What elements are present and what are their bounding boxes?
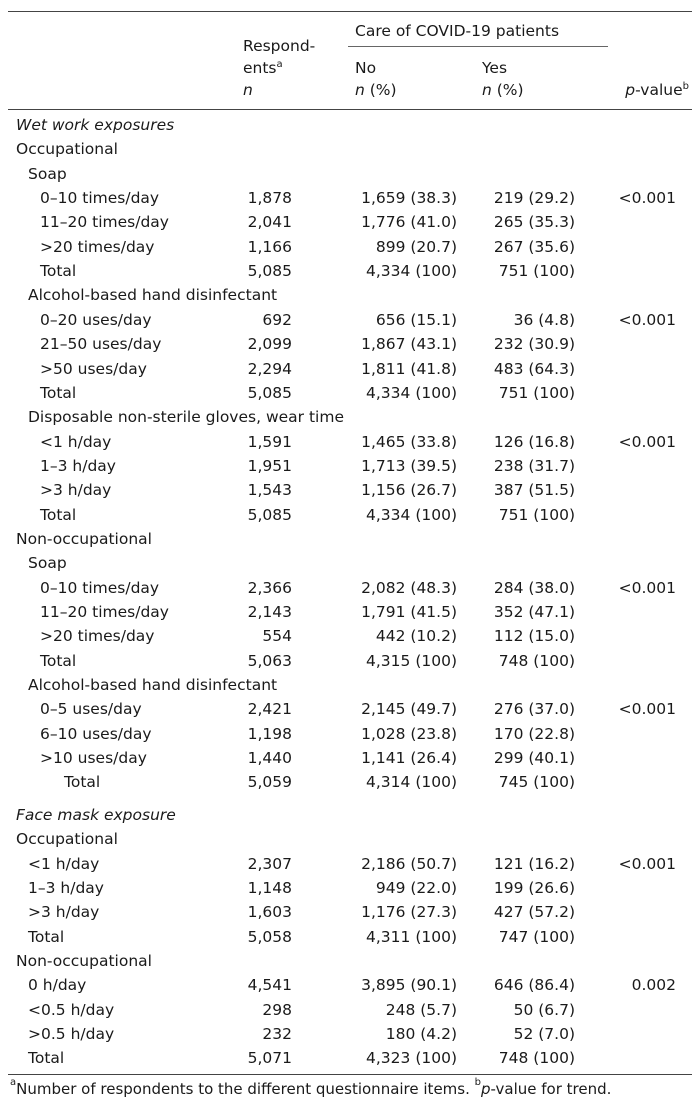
table-row — [0, 723, 700, 747]
row-label: Total — [40, 651, 77, 670]
table-footnote: $^a$Number of respondents to the different questionnaire items. $^b$p-value for trend. — [10, 1077, 612, 1098]
cell-respondents-n: 4,541 — [247, 976, 292, 995]
cell-respondents-n: 1,603 — [247, 903, 292, 922]
table-row — [0, 187, 700, 211]
cell-no-n-pct: 4,334 (100) — [366, 262, 457, 281]
cell-respondents-n: 5,071 — [247, 1049, 292, 1068]
cell-no-n-pct: 949 (22.0) — [375, 878, 457, 897]
row-label: Face mask exposure — [16, 805, 176, 824]
table-row — [0, 236, 700, 260]
table-row — [0, 901, 700, 925]
row-label: 0–10 times/day — [40, 578, 160, 597]
header-respondents-n: n — [243, 81, 253, 99]
cell-yes-n-pct: 747 (100) — [498, 927, 575, 946]
cell-p-value: <0.001 — [618, 189, 676, 208]
row-label: 1–3 h/day — [28, 878, 104, 897]
header-span-rule — [348, 46, 608, 47]
cell-yes-n-pct: 352 (47.1) — [493, 603, 575, 621]
cell-yes-n-pct: 483 (64.3) — [493, 359, 575, 378]
header-no-n: n (%) — [355, 81, 397, 99]
cell-no-n-pct: 1,659 (38.3) — [361, 189, 457, 208]
cell-respondents-n: 2,421 — [247, 700, 292, 719]
cell-yes-n-pct: 646 (86.4) — [493, 976, 575, 995]
table-row — [0, 309, 700, 333]
row-label: 11–20 times/day — [40, 213, 169, 232]
cell-respondents-n: 1,878 — [247, 189, 292, 208]
cell-yes-n-pct: 276 (37.0) — [493, 700, 575, 719]
row-label: Occupational — [16, 830, 118, 849]
table-row — [0, 999, 700, 1023]
cell-respondents-n: 5,063 — [247, 651, 292, 670]
cell-respondents-n: 2,041 — [247, 213, 292, 232]
cell-no-n-pct: 1,791 (41.5) — [361, 603, 457, 621]
table-row — [0, 601, 700, 625]
cell-yes-n-pct: 751 (100) — [498, 383, 575, 402]
cell-no-n-pct: 1,141 (26.4) — [361, 749, 457, 768]
cell-yes-n-pct: 199 (26.6) — [493, 878, 575, 897]
cell-no-n-pct: 3,895 (90.1) — [361, 976, 457, 995]
table-row — [0, 333, 700, 357]
table-row — [0, 926, 700, 950]
row-label: Alcohol-based hand disinfectant — [28, 286, 278, 305]
row-label: 21–50 uses/day — [40, 335, 162, 354]
table-row — [0, 698, 700, 722]
cell-respondents-n: 1,198 — [247, 724, 292, 743]
cell-yes-n-pct: 387 (51.5) — [493, 481, 575, 500]
table-row — [0, 284, 700, 308]
cell-no-n-pct: 1,028 (23.8) — [361, 724, 457, 743]
table-row — [0, 1023, 700, 1047]
cell-p-value: <0.001 — [618, 700, 676, 719]
cell-respondents-n: 1,591 — [247, 432, 292, 451]
cell-respondents-n: 232 — [262, 1024, 292, 1043]
cell-yes-n-pct: 745 (100) — [498, 773, 575, 792]
cell-yes-n-pct: 748 (100) — [498, 651, 575, 670]
table-row — [0, 804, 700, 828]
cell-no-n-pct: 656 (15.1) — [375, 310, 457, 329]
table-row — [0, 650, 700, 674]
table-row — [0, 114, 700, 138]
cell-yes-n-pct: 232 (30.9) — [493, 335, 575, 354]
table-row — [0, 504, 700, 528]
cell-yes-n-pct: 52 (7.0) — [513, 1024, 575, 1043]
row-label: Total — [40, 505, 77, 524]
table-row — [0, 853, 700, 877]
cell-respondents-n: 2,294 — [247, 359, 292, 378]
row-label: 0 h/day — [28, 976, 87, 995]
header-yes-n: n (%) — [482, 81, 524, 99]
table-row — [0, 138, 700, 162]
cell-no-n-pct: 1,867 (43.1) — [361, 335, 457, 354]
header-care-covid: Care of COVID-19 patients — [355, 22, 560, 40]
row-label: Soap — [28, 164, 67, 183]
cell-yes-n-pct: 112 (15.0) — [493, 627, 575, 646]
row-label: 11–20 times/day — [40, 603, 169, 621]
row-label: Alcohol-based hand disinfectant — [28, 676, 278, 695]
row-label: >3 h/day — [28, 903, 100, 922]
row-label: >3 h/day — [40, 481, 112, 500]
cell-yes-n-pct: 121 (16.2) — [493, 854, 575, 873]
cell-no-n-pct: 4,334 (100) — [366, 383, 457, 402]
row-label: Occupational — [16, 140, 118, 159]
row-label: >20 times/day — [40, 627, 155, 646]
cell-no-n-pct: 1,713 (39.5) — [361, 456, 457, 475]
cell-p-value: <0.001 — [618, 432, 676, 451]
row-label: >10 uses/day — [40, 749, 147, 768]
cell-respondents-n: 1,148 — [247, 878, 292, 897]
header-no: No — [355, 59, 377, 77]
cell-no-n-pct: 899 (20.7) — [375, 237, 457, 256]
cell-respondents-n: 5,085 — [247, 262, 292, 281]
cell-no-n-pct: 248 (5.7) — [385, 1000, 457, 1019]
table-row — [0, 358, 700, 382]
cell-respondents-n: 1,440 — [247, 749, 292, 768]
table-row — [0, 260, 700, 284]
cell-no-n-pct: 4,314 (100) — [366, 773, 457, 792]
table-bottom-rule — [8, 1074, 692, 1075]
row-label: <0.5 h/day — [28, 1000, 115, 1019]
cell-no-n-pct: 2,186 (50.7) — [361, 854, 457, 873]
row-label: >20 times/day — [40, 237, 155, 256]
table-row — [0, 771, 700, 795]
table-row — [0, 828, 700, 852]
cell-yes-n-pct: 50 (6.7) — [513, 1000, 575, 1019]
cell-respondents-n: 1,951 — [247, 456, 292, 475]
cell-yes-n-pct: 284 (38.0) — [493, 578, 575, 597]
table-row — [0, 877, 700, 901]
cell-no-n-pct: 1,811 (41.8) — [361, 359, 457, 378]
cell-respondents-n: 2,366 — [247, 578, 292, 597]
cell-p-value: 0.002 — [631, 976, 676, 995]
cell-respondents-n: 5,085 — [247, 505, 292, 524]
cell-respondents-n: 5,058 — [247, 927, 292, 946]
cell-no-n-pct: 4,311 (100) — [366, 927, 457, 946]
cell-no-n-pct: 2,082 (48.3) — [361, 578, 457, 597]
cell-no-n-pct: 4,323 (100) — [366, 1049, 457, 1068]
cell-yes-n-pct: 267 (35.6) — [493, 237, 575, 256]
row-label: <1 h/day — [28, 854, 100, 873]
cell-p-value: <0.001 — [618, 578, 676, 597]
cell-no-n-pct: 1,176 (27.3) — [361, 903, 457, 922]
cell-respondents-n: 554 — [262, 627, 292, 646]
row-label: 0–5 uses/day — [40, 700, 142, 719]
cell-no-n-pct: 442 (10.2) — [375, 627, 457, 646]
table-row — [0, 552, 700, 576]
cell-yes-n-pct: 219 (29.2) — [493, 189, 575, 208]
table-row — [0, 406, 700, 430]
row-label: Total — [28, 1049, 65, 1068]
table-row — [0, 625, 700, 649]
row-label: Total — [40, 383, 77, 402]
cell-no-n-pct: 2,145 (49.7) — [361, 700, 457, 719]
cell-respondents-n: 2,307 — [247, 854, 292, 873]
row-label: <1 h/day — [40, 432, 112, 451]
header-yes: Yes — [482, 59, 508, 77]
cell-yes-n-pct: 751 (100) — [498, 505, 575, 524]
table-top-rule — [8, 11, 692, 12]
row-label: >0.5 h/day — [28, 1024, 115, 1043]
row-label: >50 uses/day — [40, 359, 147, 378]
cell-no-n-pct: 1,465 (33.8) — [361, 432, 457, 451]
row-label: Non-occupational — [16, 529, 152, 548]
cell-respondents-n: 1,166 — [247, 237, 292, 256]
cell-yes-n-pct: 427 (57.2) — [493, 903, 575, 922]
cell-yes-n-pct: 265 (35.3) — [493, 213, 575, 232]
cell-respondents-n: 5,085 — [247, 383, 292, 402]
cell-no-n-pct: 1,776 (41.0) — [361, 213, 457, 232]
cell-yes-n-pct: 36 (4.8) — [513, 310, 575, 329]
cell-no-n-pct: 1,156 (26.7) — [361, 481, 457, 500]
row-label: Total — [28, 927, 65, 946]
row-label: Disposable non-sterile gloves, wear time — [28, 408, 344, 427]
table-row — [0, 431, 700, 455]
cell-yes-n-pct: 751 (100) — [498, 262, 575, 281]
cell-no-n-pct: 4,315 (100) — [366, 651, 457, 670]
table-row — [0, 479, 700, 503]
cell-respondents-n: 1,543 — [247, 481, 292, 500]
table-row — [0, 974, 700, 998]
table-row — [0, 577, 700, 601]
row-label: Total — [40, 262, 77, 281]
header-respondents-2: ents$^a$ — [243, 59, 283, 77]
table-row — [0, 1047, 700, 1071]
table-row — [0, 455, 700, 479]
cell-yes-n-pct: 299 (40.1) — [493, 749, 575, 768]
row-label: 0–20 uses/day — [40, 310, 152, 329]
row-label: Non-occupational — [16, 951, 152, 970]
cell-respondents-n: 2,143 — [247, 603, 292, 621]
cell-yes-n-pct: 170 (22.8) — [493, 724, 575, 743]
table-row — [0, 747, 700, 771]
row-label: 0–10 times/day — [40, 189, 160, 208]
cell-respondents-n: 692 — [262, 310, 292, 329]
cell-yes-n-pct: 238 (31.7) — [493, 456, 575, 475]
cell-no-n-pct: 180 (4.2) — [385, 1024, 457, 1043]
row-label: 1–3 h/day — [40, 456, 116, 475]
cell-no-n-pct: 4,334 (100) — [366, 505, 457, 524]
cell-p-value: <0.001 — [618, 854, 676, 873]
table-row — [0, 211, 700, 235]
header-respondents: Respond- — [243, 37, 316, 55]
header-bottom-rule — [8, 109, 692, 110]
table-row — [0, 674, 700, 698]
header-p-value: p-value$^b$ — [625, 81, 689, 99]
row-label: Total — [64, 773, 101, 792]
cell-respondents-n: 5,059 — [247, 773, 292, 792]
cell-yes-n-pct: 748 (100) — [498, 1049, 575, 1068]
cell-respondents-n: 298 — [262, 1000, 292, 1019]
table-row — [0, 163, 700, 187]
cell-yes-n-pct: 126 (16.8) — [493, 432, 575, 451]
row-label: Wet work exposures — [16, 116, 175, 134]
table-row — [0, 950, 700, 974]
table-row — [0, 382, 700, 406]
row-label: Soap — [28, 554, 67, 573]
row-label: 6–10 uses/day — [40, 724, 152, 743]
cell-p-value: <0.001 — [618, 310, 676, 329]
cell-respondents-n: 2,099 — [247, 335, 292, 354]
table-row — [0, 528, 700, 552]
